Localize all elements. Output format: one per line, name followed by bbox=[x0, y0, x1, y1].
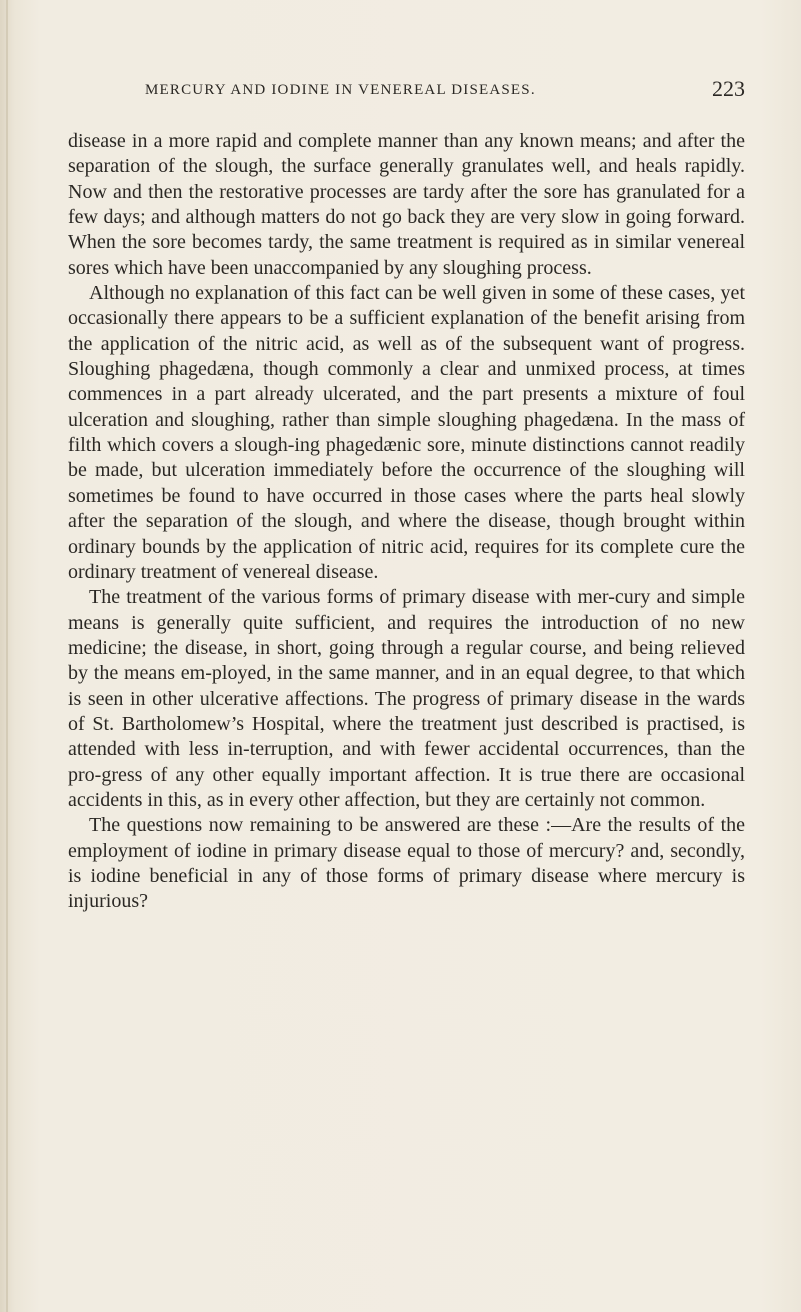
page-number: 223 bbox=[712, 76, 745, 101]
paragraph: Although no explanation of this fact can be well given in some of these cases, yet occasionally there appears to be a sufficient explanation of the benefit arising from the application of the nitric acid, as well as of the subsequent want of progress. Sloughing phagedæna, though commonly a clear and unmixed process, at times commences in a part already ulcerated, and the part presents a mixture of foul ulceration and sloughing, rather than simple sloughing phagedæna. In the mass of filth which covers a slough-ing phagedænic sore, minute distinctions cannot readily be made, but ulceration immediately before the occurrence of the sloughing will sometimes be found to have occurred in those cases where the parts heal slowly after the separation of the slough, and where the disease, though brought within ordinary bounds by the application of nitric acid, requires for its complete cure the ordinary treatment of venereal disease. bbox=[68, 282, 745, 583]
running-title: MERCURY AND IODINE IN VENEREAL DISEASES. bbox=[145, 82, 536, 98]
paragraph: The treatment of the various forms of primary disease with mer-cury and simple means is generally quite sufficient, and requires the introduction of no new medicine; the disease, in short, going through a regular course, and being relieved by the means em-ployed, in the same manner, and in an equal degree, to that which is seen in other ulcerative affections. The progress of primary disease in the wards of St. Bartholomew’s Hospital, where the treatment just described is practised, is attended with less in-terruption, and with fewer accidental occurrences, than the pro-gress of any other equally important affection. It is true there are occasional accidents in this, as in every other affection, but they are certainly not common. bbox=[68, 586, 745, 811]
paragraph-continued: disease in a more rapid and complete manner than any known means; and after the separation of the slough, the surface generally granulates well, and heals rapidly. Now and then the restorative processes are tardy after the sore has granulated for a few days; and although matters do not go back they are very slow in going forward. When the sore becomes tardy, the same treatment is required as in similar venereal sores which have been unaccompanied by any sloughing process. bbox=[68, 130, 745, 279]
body-text bbox=[68, 129, 745, 915]
paragraph: The questions now remaining to be answered are these :—Are the results of the employment of iodine in primary disease equal to those of mercury? and, secondly, is iodine beneficial in any of those forms of primary disease where mercury is injurious? bbox=[68, 814, 745, 913]
binding-gutter bbox=[6, 0, 8, 1312]
